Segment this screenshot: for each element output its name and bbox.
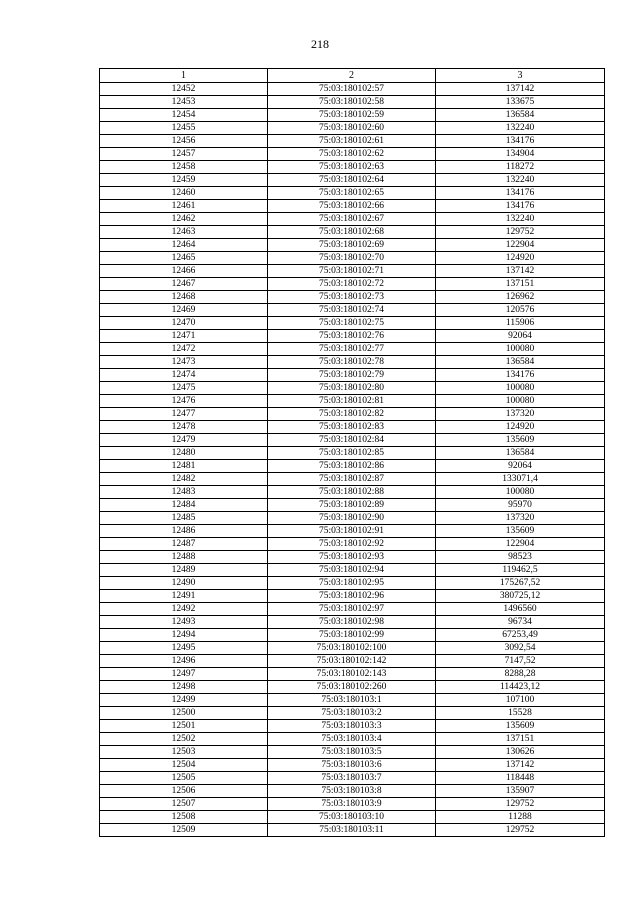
cadastral-number-cell: 75:03:180103:2 (268, 707, 436, 720)
value-cell: 92064 (436, 460, 605, 473)
cadastral-number-cell: 75:03:180102:143 (268, 668, 436, 681)
value-cell: 8288,28 (436, 668, 605, 681)
data-table (99, 68, 605, 837)
table-row (100, 122, 605, 135)
table-row (100, 96, 605, 109)
table-row (100, 109, 605, 122)
table-row (100, 317, 605, 330)
value-cell: 137320 (436, 408, 605, 421)
cadastral-number-cell: 75:03:180102:67 (268, 213, 436, 226)
cadastral-number-cell: 75:03:180102:81 (268, 395, 436, 408)
cadastral-number-cell: 75:03:180102:100 (268, 642, 436, 655)
value-cell: 132240 (436, 122, 605, 135)
value-cell: 137142 (436, 265, 605, 278)
cadastral-number-cell: 75:03:180103:8 (268, 785, 436, 798)
row-number-cell: 12474 (100, 369, 268, 382)
table-row (100, 603, 605, 616)
table-row (100, 798, 605, 811)
row-number-cell: 12464 (100, 239, 268, 252)
cadastral-number-cell: 75:03:180103:7 (268, 772, 436, 785)
value-cell: 118448 (436, 772, 605, 785)
table-row (100, 369, 605, 382)
value-cell: 115906 (436, 317, 605, 330)
table-row (100, 759, 605, 772)
row-number-cell: 12499 (100, 694, 268, 707)
table-row (100, 772, 605, 785)
cadastral-number-cell: 75:03:180102:76 (268, 330, 436, 343)
table-row (100, 629, 605, 642)
value-cell: 124920 (436, 421, 605, 434)
table-row (100, 720, 605, 733)
table-row (100, 304, 605, 317)
row-number-cell: 12458 (100, 161, 268, 174)
cadastral-number-cell: 75:03:180102:59 (268, 109, 436, 122)
value-cell: 137142 (436, 759, 605, 772)
row-number-cell: 12502 (100, 733, 268, 746)
value-cell: 134176 (436, 200, 605, 213)
row-number-cell: 12504 (100, 759, 268, 772)
cadastral-number-cell: 75:03:180102:95 (268, 577, 436, 590)
row-number-cell: 12471 (100, 330, 268, 343)
row-number-cell: 12475 (100, 382, 268, 395)
cadastral-number-cell: 75:03:180103:10 (268, 811, 436, 824)
header-row (100, 69, 605, 83)
value-cell: 1496560 (436, 603, 605, 616)
value-cell: 100080 (436, 343, 605, 356)
value-cell: 100080 (436, 382, 605, 395)
row-number-cell: 12485 (100, 512, 268, 525)
table-row (100, 148, 605, 161)
value-cell: 7147,52 (436, 655, 605, 668)
table-row (100, 135, 605, 148)
value-cell: 134904 (436, 148, 605, 161)
value-cell: 135609 (436, 720, 605, 733)
row-number-cell: 12461 (100, 200, 268, 213)
row-number-cell: 12470 (100, 317, 268, 330)
row-number-cell: 12473 (100, 356, 268, 369)
table-row (100, 200, 605, 213)
table-row (100, 187, 605, 200)
table-row (100, 564, 605, 577)
cadastral-number-cell: 75:03:180102:260 (268, 681, 436, 694)
cadastral-number-cell: 75:03:180103:3 (268, 720, 436, 733)
table-row (100, 174, 605, 187)
row-number-cell: 12462 (100, 213, 268, 226)
row-number-cell: 12482 (100, 473, 268, 486)
table-row (100, 447, 605, 460)
value-cell: 67253,49 (436, 629, 605, 642)
cadastral-number-cell: 75:03:180102:57 (268, 83, 436, 96)
row-number-cell: 12460 (100, 187, 268, 200)
cadastral-number-cell: 75:03:180102:64 (268, 174, 436, 187)
value-cell: 129752 (436, 798, 605, 811)
value-cell: 137320 (436, 512, 605, 525)
row-number-cell: 12507 (100, 798, 268, 811)
cadastral-number-cell: 75:03:180102:89 (268, 499, 436, 512)
cadastral-number-cell: 75:03:180102:58 (268, 96, 436, 109)
row-number-cell: 12501 (100, 720, 268, 733)
row-number-cell: 12453 (100, 96, 268, 109)
cadastral-number-cell: 75:03:180102:61 (268, 135, 436, 148)
row-number-cell: 12468 (100, 291, 268, 304)
table-row (100, 291, 605, 304)
table-row (100, 655, 605, 668)
cadastral-number-cell: 75:03:180103:1 (268, 694, 436, 707)
table-row (100, 395, 605, 408)
cadastral-number-cell: 75:03:180102:97 (268, 603, 436, 616)
table-row (100, 668, 605, 681)
row-number-cell: 12497 (100, 668, 268, 681)
table-row (100, 408, 605, 421)
value-cell: 136584 (436, 356, 605, 369)
row-number-cell: 12495 (100, 642, 268, 655)
table-row (100, 161, 605, 174)
row-number-cell: 12503 (100, 746, 268, 759)
row-number-cell: 12477 (100, 408, 268, 421)
value-cell: 122904 (436, 239, 605, 252)
cadastral-number-cell: 75:03:180102:142 (268, 655, 436, 668)
row-number-cell: 12505 (100, 772, 268, 785)
value-cell: 137142 (436, 83, 605, 96)
cadastral-number-cell: 75:03:180102:83 (268, 421, 436, 434)
table-body (100, 83, 605, 837)
value-cell: 124920 (436, 252, 605, 265)
table-row (100, 421, 605, 434)
cadastral-number-cell: 75:03:180102:86 (268, 460, 436, 473)
table-row (100, 681, 605, 694)
value-cell: 134176 (436, 369, 605, 382)
table-row (100, 551, 605, 564)
value-cell: 11288 (436, 811, 605, 824)
row-number-cell: 12509 (100, 824, 268, 837)
row-number-cell: 12467 (100, 278, 268, 291)
table-row (100, 213, 605, 226)
row-number-cell: 12476 (100, 395, 268, 408)
row-number-cell: 12455 (100, 122, 268, 135)
value-cell: 133675 (436, 96, 605, 109)
value-cell: 100080 (436, 486, 605, 499)
row-number-cell: 12486 (100, 525, 268, 538)
value-cell: 136584 (436, 109, 605, 122)
table-row (100, 746, 605, 759)
value-cell: 126962 (436, 291, 605, 304)
row-number-cell: 12481 (100, 460, 268, 473)
cadastral-number-cell: 75:03:180102:98 (268, 616, 436, 629)
value-cell: 130626 (436, 746, 605, 759)
row-number-cell: 12479 (100, 434, 268, 447)
row-number-cell: 12490 (100, 577, 268, 590)
cadastral-number-cell: 75:03:180102:92 (268, 538, 436, 551)
cadastral-number-cell: 75:03:180102:87 (268, 473, 436, 486)
cadastral-number-cell: 75:03:180103:9 (268, 798, 436, 811)
row-number-cell: 12465 (100, 252, 268, 265)
cadastral-number-cell: 75:03:180102:96 (268, 590, 436, 603)
value-cell: 118272 (436, 161, 605, 174)
cadastral-number-cell: 75:03:180102:70 (268, 252, 436, 265)
cadastral-number-cell: 75:03:180102:71 (268, 265, 436, 278)
row-number-cell: 12472 (100, 343, 268, 356)
cadastral-number-cell: 75:03:180102:88 (268, 486, 436, 499)
value-cell: 129752 (436, 226, 605, 239)
table-row (100, 590, 605, 603)
value-cell: 129752 (436, 824, 605, 837)
row-number-cell: 12452 (100, 83, 268, 96)
table-row (100, 252, 605, 265)
value-cell: 136584 (436, 447, 605, 460)
table-row (100, 486, 605, 499)
table-row (100, 226, 605, 239)
value-cell: 135907 (436, 785, 605, 798)
cadastral-number-cell: 75:03:180102:60 (268, 122, 436, 135)
table-row (100, 824, 605, 837)
row-number-cell: 12459 (100, 174, 268, 187)
value-cell: 92064 (436, 330, 605, 343)
table-row (100, 811, 605, 824)
table-row (100, 642, 605, 655)
value-cell: 132240 (436, 213, 605, 226)
row-number-cell: 12466 (100, 265, 268, 278)
table-row (100, 330, 605, 343)
table-row (100, 512, 605, 525)
row-number-cell: 12496 (100, 655, 268, 668)
cadastral-number-cell: 75:03:180102:99 (268, 629, 436, 642)
value-cell: 100080 (436, 395, 605, 408)
value-cell: 135609 (436, 434, 605, 447)
table-row (100, 83, 605, 96)
cadastral-number-cell: 75:03:180103:6 (268, 759, 436, 772)
table-row (100, 473, 605, 486)
row-number-cell: 12492 (100, 603, 268, 616)
table-row (100, 707, 605, 720)
row-number-cell: 12508 (100, 811, 268, 824)
row-number-cell: 12487 (100, 538, 268, 551)
row-number-cell: 12469 (100, 304, 268, 317)
value-cell: 96734 (436, 616, 605, 629)
value-cell: 122904 (436, 538, 605, 551)
cadastral-number-cell: 75:03:180102:66 (268, 200, 436, 213)
cadastral-number-cell: 75:03:180102:74 (268, 304, 436, 317)
table-row (100, 577, 605, 590)
cadastral-number-cell: 75:03:180102:69 (268, 239, 436, 252)
row-number-cell: 12457 (100, 148, 268, 161)
cadastral-number-cell: 75:03:180102:75 (268, 317, 436, 330)
row-number-cell: 12480 (100, 447, 268, 460)
row-number-cell: 12456 (100, 135, 268, 148)
value-cell: 107100 (436, 694, 605, 707)
value-cell: 175267,52 (436, 577, 605, 590)
row-number-cell: 12488 (100, 551, 268, 564)
value-cell: 132240 (436, 174, 605, 187)
row-number-cell: 12483 (100, 486, 268, 499)
row-number-cell: 12463 (100, 226, 268, 239)
value-cell: 98523 (436, 551, 605, 564)
table-row (100, 733, 605, 746)
row-number-cell: 12494 (100, 629, 268, 642)
table-row (100, 382, 605, 395)
cadastral-number-cell: 75:03:180102:90 (268, 512, 436, 525)
cadastral-number-cell: 75:03:180102:77 (268, 343, 436, 356)
cadastral-number-cell: 75:03:180102:94 (268, 564, 436, 577)
value-cell: 137151 (436, 278, 605, 291)
cadastral-number-cell: 75:03:180102:65 (268, 187, 436, 200)
cadastral-number-cell: 75:03:180103:11 (268, 824, 436, 837)
value-cell: 133071,4 (436, 473, 605, 486)
value-cell: 137151 (436, 733, 605, 746)
row-number-cell: 12454 (100, 109, 268, 122)
cadastral-number-cell: 75:03:180102:85 (268, 447, 436, 460)
column-header-3: 3 (436, 69, 605, 83)
row-number-cell: 12498 (100, 681, 268, 694)
table-row (100, 343, 605, 356)
value-cell: 119462,5 (436, 564, 605, 577)
cadastral-number-cell: 75:03:180103:5 (268, 746, 436, 759)
row-number-cell: 12493 (100, 616, 268, 629)
value-cell: 114423,12 (436, 681, 605, 694)
cadastral-number-cell: 75:03:180102:82 (268, 408, 436, 421)
table-row (100, 525, 605, 538)
table-row (100, 239, 605, 252)
page-number: 218 (311, 37, 329, 51)
row-number-cell: 12478 (100, 421, 268, 434)
row-number-cell: 12491 (100, 590, 268, 603)
table-row (100, 538, 605, 551)
table-row (100, 785, 605, 798)
table-row (100, 616, 605, 629)
value-cell: 135609 (436, 525, 605, 538)
row-number-cell: 12506 (100, 785, 268, 798)
table-row (100, 265, 605, 278)
row-number-cell: 12489 (100, 564, 268, 577)
table-row (100, 694, 605, 707)
value-cell: 15528 (436, 707, 605, 720)
column-header-1: 1 (100, 69, 268, 83)
cadastral-number-cell: 75:03:180102:73 (268, 291, 436, 304)
value-cell: 134176 (436, 135, 605, 148)
cadastral-number-cell: 75:03:180102:68 (268, 226, 436, 239)
cadastral-number-cell: 75:03:180102:91 (268, 525, 436, 538)
cadastral-number-cell: 75:03:180102:78 (268, 356, 436, 369)
value-cell: 120576 (436, 304, 605, 317)
cadastral-number-cell: 75:03:180102:63 (268, 161, 436, 174)
value-cell: 134176 (436, 187, 605, 200)
table-row (100, 434, 605, 447)
table-row (100, 356, 605, 369)
cadastral-number-cell: 75:03:180102:79 (268, 369, 436, 382)
table-row (100, 499, 605, 512)
row-number-cell: 12500 (100, 707, 268, 720)
value-cell: 95970 (436, 499, 605, 512)
cadastral-number-cell: 75:03:180102:84 (268, 434, 436, 447)
cadastral-number-cell: 75:03:180102:80 (268, 382, 436, 395)
cadastral-number-cell: 75:03:180103:4 (268, 733, 436, 746)
table-row (100, 460, 605, 473)
row-number-cell: 12484 (100, 499, 268, 512)
cadastral-number-cell: 75:03:180102:72 (268, 278, 436, 291)
cadastral-number-cell: 75:03:180102:62 (268, 148, 436, 161)
value-cell: 380725,12 (436, 590, 605, 603)
column-header-2: 2 (268, 69, 436, 83)
cadastral-number-cell: 75:03:180102:93 (268, 551, 436, 564)
table-header (100, 69, 605, 83)
table-row (100, 278, 605, 291)
value-cell: 3092,54 (436, 642, 605, 655)
